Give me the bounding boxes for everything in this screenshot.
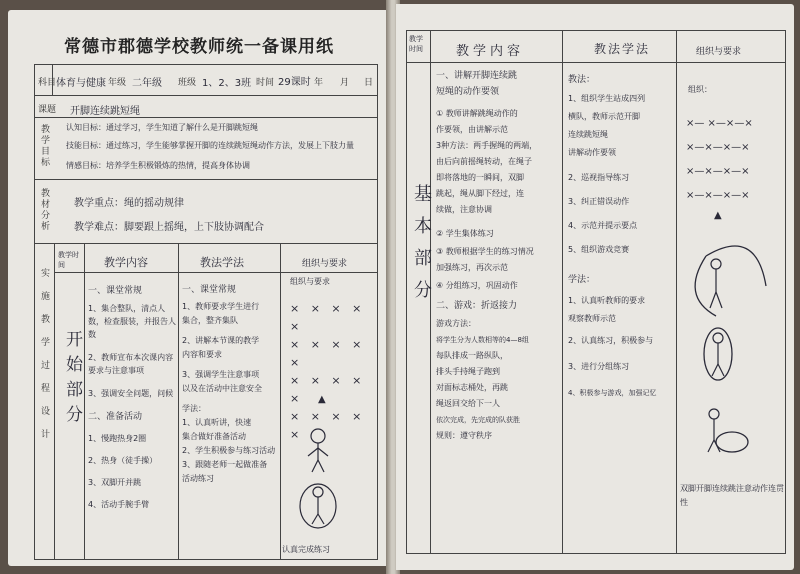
content-line: 2、热身（徒手操） — [88, 456, 158, 465]
content-line: 每队排成一路纵队， — [436, 351, 508, 360]
method-line: 3、纠正错误动作 — [568, 197, 630, 206]
method-line: 学法： — [182, 404, 206, 413]
goal-line: 技能目标：通过练习，学生能够掌握开脚的连续跳短绳动作方法，发展上下肢力量 — [66, 141, 354, 150]
topic-value: 开脚连续跳短绳 — [70, 106, 140, 117]
method-line: 2、讲解本节课的教学 — [182, 336, 260, 345]
divider — [178, 244, 179, 560]
analysis-row — [34, 180, 378, 244]
content-line: 短绳的动作要领 — [436, 87, 500, 97]
time-label: 时间 — [256, 78, 275, 88]
org-sub: 组织： — [688, 85, 712, 94]
content-line: 一、讲解开脚连续跳 — [436, 71, 518, 81]
day-label: 日 — [364, 78, 374, 88]
content-line: 依次完成，先完成的队获胜 — [436, 416, 520, 424]
header-org: 组织与要求 — [302, 259, 348, 269]
analysis-label: 教材分析 — [39, 188, 49, 232]
method-line: 2、巡视指导练习 — [568, 173, 630, 182]
subject-label: 科目 — [38, 78, 57, 88]
formation-row: × × × × × — [290, 410, 366, 441]
year-label: 年 — [314, 78, 324, 88]
formation-row: × × × × × — [290, 374, 366, 405]
goals-label: 教学目标 — [39, 124, 49, 168]
divider — [280, 244, 281, 560]
method-line: 4、积极参与游戏，加强记忆 — [568, 389, 657, 397]
method-line: 观察教师示范 — [568, 314, 616, 323]
header-content: 教学内容 — [456, 44, 525, 59]
class-value: 1、2、3班 — [202, 78, 252, 89]
method-line: 活动练习 — [182, 474, 214, 483]
method-line: 3、强调学生注意事项 — [182, 370, 260, 379]
goal-line: 情感目标：培养学生积极锻炼的热情，提高身体协调 — [66, 161, 250, 170]
topic-label: 课题 — [38, 105, 57, 115]
method-line: 4、示范并提示要点 — [568, 221, 638, 230]
content-line: 3、强调安全问题，问候 — [88, 389, 174, 398]
formation-grid — [686, 112, 782, 208]
method-line: 集合做好准备活动 — [182, 432, 246, 441]
rope-jump-diagram-icon — [686, 236, 784, 466]
method-line: 以及在活动中注意安全 — [182, 384, 262, 393]
content-line: ④ 分组练习，巩固动作 — [436, 281, 518, 290]
formation-row: × × × × × — [290, 302, 366, 333]
content-column — [88, 280, 176, 516]
method-line: 一、课堂常规 — [182, 285, 237, 295]
content-line: 续做，注意协调 — [436, 205, 492, 214]
process-label: 实施教学过程设计 — [39, 268, 49, 452]
method-line: 连续跳短绳 — [568, 130, 608, 139]
content-line: 游戏方法： — [436, 319, 476, 328]
method-line: 横队，教师示范开脚 — [568, 112, 640, 121]
content-line: ① 教师讲解跳绳动作的 — [436, 109, 518, 118]
header-method: 教法学法 — [594, 42, 651, 56]
method-line: 教法： — [568, 75, 596, 85]
content-line: 将学生分为人数相等的4—8组 — [436, 336, 529, 344]
grade-label: 年级 — [108, 78, 127, 88]
header-time: 教学时间 — [409, 35, 423, 53]
content-line: 二、游戏：折返接力 — [436, 301, 518, 311]
method-column — [568, 70, 674, 406]
method-line: 2、学生积极参与练习活动 — [182, 446, 276, 455]
divider — [676, 30, 677, 554]
method-line: 5、组织游戏竞赛 — [568, 245, 630, 254]
formation-row: ×—×—×—× — [686, 142, 750, 153]
method-line: 1、认真听教师的要求 — [568, 296, 646, 305]
content-column — [436, 68, 560, 444]
method-line: 1、组织学生站成四列 — [568, 94, 646, 103]
org-caption: 双脚开脚连续跳注意动作连贯性 — [680, 484, 784, 507]
left-page — [8, 10, 390, 566]
method-line: 1、教师要求学生进行 — [182, 302, 260, 311]
content-line: 1、集合整队，清点人数，检查服装，并报告人数 — [88, 304, 176, 339]
formation-row: ×—×—×—× — [686, 166, 750, 177]
method-line: 内容和要求 — [182, 350, 222, 359]
org-caption: 认真完成练习 — [282, 545, 330, 554]
header-content: 教学内容 — [104, 256, 148, 269]
method-column — [182, 280, 278, 486]
content-line: 作要领，由讲解示范 — [436, 125, 508, 134]
method-line: 3、进行分组练习 — [568, 362, 630, 371]
subject-value: 体育与健康 — [56, 78, 106, 89]
content-line: 加强练习，再次示范 — [436, 263, 508, 272]
divider — [54, 244, 55, 560]
content-line: 由后向前摇绳转动，在绳子 — [436, 157, 532, 166]
method-line: 学法： — [568, 275, 596, 285]
content-line: 二、准备活动 — [88, 412, 143, 422]
analysis-line: 教学难点：脚要跟上摇绳，上下肢协调配合 — [74, 222, 264, 233]
page-title: 常德市郡德学校教师统一备课用纸 — [64, 37, 334, 57]
content-line: 1、慢跑热身2圈 — [88, 434, 147, 443]
method-line: 1、认真听讲，快速 — [182, 418, 252, 427]
header-underline — [54, 272, 378, 273]
right-page — [396, 4, 794, 570]
content-line: 要求与注意事项 — [88, 366, 144, 375]
content-line: 3、双脚开并跳 — [88, 478, 142, 487]
part-label: 开始部分 — [62, 330, 82, 430]
content-line: 3种方法：两手握绳的两端， — [436, 141, 538, 150]
method-line: 3、跟随老师一起做准备 — [182, 460, 268, 469]
content-line: 规则：遵守秩序 — [436, 431, 492, 440]
formation-row: × × × × × — [290, 338, 366, 369]
teacher-triangle-icon: ▲ — [318, 394, 326, 405]
divider — [52, 64, 53, 96]
header-underline — [406, 62, 786, 63]
method-line: 讲解动作要领 — [568, 148, 616, 157]
header-org: 组织与要求 — [696, 47, 742, 57]
content-line: 绳返回交给下一人 — [436, 399, 500, 408]
content-line: 对面标志桶处，再跳 — [436, 383, 508, 392]
content-line: 4、活动手腕手臂 — [88, 500, 150, 509]
content-line: 2、教师宣布本次课内容 — [88, 353, 174, 362]
goal-line: 认知目标：通过学习，学生知道了解什么是开脚跳短绳 — [66, 123, 258, 132]
part-label: 基本部分 — [411, 184, 432, 312]
content-line: ② 学生集体练习 — [436, 229, 494, 238]
grade-value: 二年级 — [132, 78, 162, 89]
month-label: 月 — [340, 78, 350, 88]
class-label: 班级 — [178, 78, 197, 88]
analysis-line: 教学重点：绳的摇动规律 — [74, 198, 184, 209]
method-line: 集合，整齐集队 — [182, 316, 238, 325]
header-time: 教学时间 — [58, 251, 79, 269]
formation-row: ×—×—×—× — [686, 190, 750, 201]
time-value: 29课时 — [278, 77, 311, 88]
jumping-figure-icon — [294, 422, 364, 540]
formation-row: ×— ×—×—× — [686, 118, 753, 129]
teacher-triangle-icon: ▲ — [714, 210, 722, 221]
content-line: 一、课堂常规 — [88, 286, 143, 296]
content-line: 排头手持绳子跑到 — [436, 367, 500, 376]
method-line: 2、认真练习，积极参与 — [568, 336, 654, 345]
content-line: 跳起，绳从脚下经过，连 — [436, 189, 524, 198]
content-line: 即将落地的一瞬间，双脚 — [436, 173, 524, 182]
content-line: ③ 教师根据学生的练习情况 — [436, 247, 534, 256]
header-method: 教法学法 — [200, 256, 244, 269]
divider — [562, 30, 563, 554]
org-title: 组织与要求 — [290, 277, 330, 286]
